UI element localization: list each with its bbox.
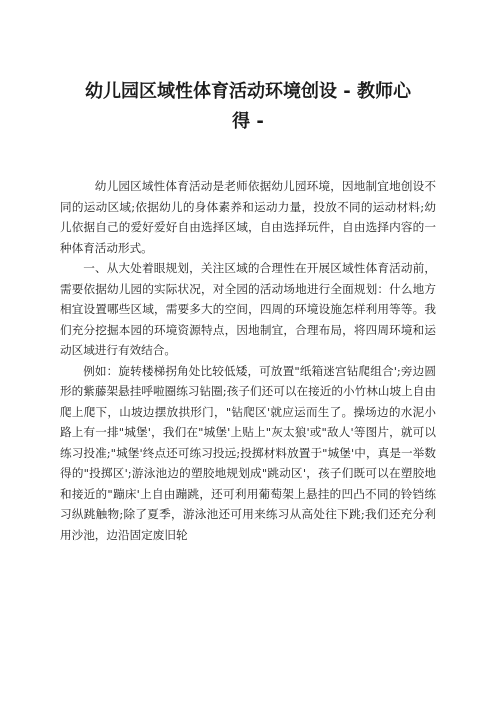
document-title-line-1: 幼儿园区域性体育活动环境创设 - 教师心 <box>84 81 411 102</box>
document-body <box>60 176 436 545</box>
document-title-line-2: 得 - <box>232 111 264 132</box>
paragraph-section-1: 一、从大处着眼规划，关注区域的合理性在开展区域性体育活动前，需要依据幼儿园的实际状况，对全园的活动场地进行全面规划：什么地方相宜设置哪些区域，需要多大的空间，四周的环境设施怎样利用等等。我们充分挖掘本园的环境资源特点，因地制宜，合理布局，将四周环境和运动区域进行有效结合。 <box>60 261 436 357</box>
paragraph-intro: 幼儿园区域性体育活动是老师依据幼儿园环境，因地制宜地创设不同的运动区域;依据幼儿的身体素养和运动力量，投放不同的运动材料;幼儿依据自己的爱好爱好自由选择区域，自由选择玩件，自由选择内容的一种体育活动形式。 <box>60 179 436 255</box>
paragraph-example: 例如：旋转楼梯拐角处比较低矮，可放置"纸箱迷宫钻爬组合';旁边圆形的紫藤架悬挂呼啦圈练习钻圈;孩子们还可以在接近的小竹林山坡上自由爬上爬下，山坡边摆放拱形门，"钻爬区'就应运而生了。操场边的水泥小路上有一排"城堡'，我们在"城堡'上贴上"灰太狼'或"敌人'等图片，就可以练习投准;"城堡'终点还可练习投远;投掷材料放置于"城堡'中，真是一举数得的"投掷区';游泳池边的塑胶地规划成"跳动区'，孩子们既可以在塑胶地和接近的"蹦床'上自由蹦跳，还可利用葡萄架上悬挂的凹凸不同的铃铛练习纵跳触物;除了夏季，游泳池还可用来练习从高处往下跳;我们还充分利用沙池，边沿固定废旧轮 <box>60 363 436 542</box>
